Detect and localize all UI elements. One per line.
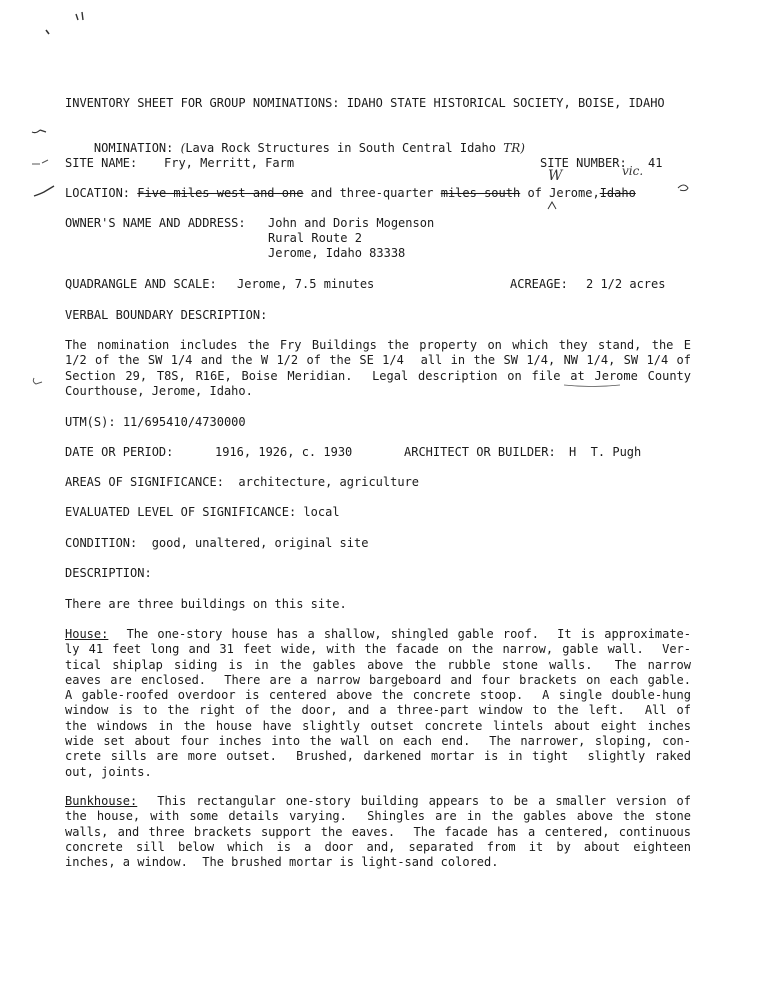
architect-label: ARCHITECT OR BUILDER: [404,445,556,459]
areas-value: architecture, agriculture [238,475,420,489]
house-paragraph [65,627,691,780]
location-struck-text: Five miles west and one [137,186,304,200]
house-line: eaves are enclosed. There are a narrow bargeboard and four brackets on each gable. [65,672,691,687]
caret-mark-icon [546,200,558,210]
bunkhouse-paragraph [65,794,691,870]
bunkhouse-line: concrete sill below which is a door and, separated from it by about eighteen [65,839,691,854]
architect-value: H T. Pugh [569,445,642,459]
house-line-text: The one-story house has a shallow, shingled gable roof. It is approximate- [126,627,691,641]
location-middle-text: and three-quarter [310,186,434,200]
site-name-label: SITE NAME: [65,156,138,170]
house-line: ly 41 feet long and 31 feet wide, with the facade on the narrow, gable wall. Ver- [65,642,691,657]
page-title: INVENTORY SHEET FOR GROUP NOMINATIONS: IDAHO STATE HISTORICAL SOCIETY, BOISE, IDAHO [65,96,665,110]
location-row [65,186,636,201]
condition-label: CONDITION: [65,536,138,550]
house-line: tical shiplap siding is in the gables above the rubble stone walls. The narrow [65,657,691,672]
handwritten-paren-close: ) [520,141,525,155]
site-name-value: Fry, Merritt, Farm [164,156,295,170]
check-mark-icon [30,154,60,174]
handwritten-tr-note: TR [503,141,521,155]
check-mark-icon [28,122,58,142]
utm-row [65,415,246,430]
underline-mark [562,382,622,388]
date-label: DATE OR PERIOD: [65,445,174,459]
location-label: LOCATION: [65,186,131,200]
check-mark-icon [32,184,62,204]
quadrangle-label: QUADRANGLE AND SCALE: [65,277,217,291]
owner-line-1: John and Doris Mogenson [268,216,435,230]
bunkhouse-line-text: This rectangular one-story building appears to be a smaller version of [157,794,691,808]
site-number-label: SITE NUMBER: [540,156,627,170]
acreage-value: 2 1/2 acres [586,277,666,291]
quadrangle-value: Jerome, 7.5 minutes [237,277,375,291]
house-line: out, joints. [65,764,152,779]
utm-value: 11/695410/4730000 [122,415,246,429]
house-line: A gable-roofed overdoor is centered above the concrete stoop. A single double-hung [65,688,691,703]
house-line: crete sills are more outset. Brushed, darkened mortar is in tight slightly raked [65,749,691,764]
bunkhouse-line: walls, and three brackets support the eaves. The facade has a centered, continuous [65,824,691,839]
boundary-line: 1/2 of the SW 1/4 and the W 1/2 of the SE 1/4 all in the SW 1/4, NW 1/4, SW 1/4 of [65,353,691,368]
house-heading: House: [65,627,109,641]
utm-label: UTM(S): [65,415,116,429]
boundary-paragraph [65,338,691,399]
house-line: wide set about four inches into the wall on each end. The narrower, sloping, con- [65,734,691,749]
areas-row [65,475,419,490]
condition-value: good, unaltered, original site [151,536,369,550]
areas-label: AREAS OF SIGNIFICANCE: [65,475,224,489]
condition-row [65,536,368,551]
nomination-label: NOMINATION: [93,141,174,155]
handwritten-w-note: W [548,168,563,184]
owner-line-3: Jerome, Idaho 83338 [268,246,406,260]
check-mark-icon [30,374,50,394]
boundary-line: Section 29, T8S, R16E, Boise Meridian. Legal description on file at Jerome County [65,368,691,383]
house-line: window is to the right of the door, and a three-part window to the left. All of [65,703,691,718]
location-after-text: of Jerome, [527,186,600,200]
evaluated-label: EVALUATED LEVEL OF SIGNIFICANCE: [65,505,297,519]
handwritten-paren-open: ( [180,141,186,155]
site-number-value: 41 [648,156,663,170]
date-value: 1916, 1926, c. 1930 [215,445,353,459]
bunkhouse-line: the house, with some details varying. Shingles are in the gables above the stone [65,809,691,824]
corner-mark [40,8,90,38]
nomination-value: Lava Rock Structures in South Central Idaho [185,141,496,155]
bunkhouse-line [65,794,691,809]
boundary-line: Courthouse, Jerome, Idaho. [65,383,253,398]
description-intro: There are three buildings on this site. [65,597,347,611]
handwritten-vic-note: vic. [622,164,644,178]
house-line: the windows in the house have slightly outset concrete lintels about eight inches [65,718,691,733]
owner-label: OWNER'S NAME AND ADDRESS: [65,216,246,230]
location-struck-text-2: miles south [440,186,521,200]
evaluated-row [65,505,340,520]
scribble-mark-icon [676,182,692,194]
evaluated-value: local [303,505,340,519]
house-line [65,627,691,642]
bunkhouse-heading: Bunkhouse: [65,794,138,808]
boundary-label: VERBAL BOUNDARY DESCRIPTION: [65,308,268,322]
acreage-label: ACREAGE: [510,277,568,291]
boundary-line: The nomination includes the Fry Buildings the property on which they stand, the E [65,338,691,352]
description-label: DESCRIPTION: [65,566,152,580]
owner-line-2: Rural Route 2 [268,231,362,245]
bunkhouse-line: inches, a window. The brushed mortar is light-sand colored. [65,855,499,870]
location-struck-text-3: Idaho [599,186,636,200]
